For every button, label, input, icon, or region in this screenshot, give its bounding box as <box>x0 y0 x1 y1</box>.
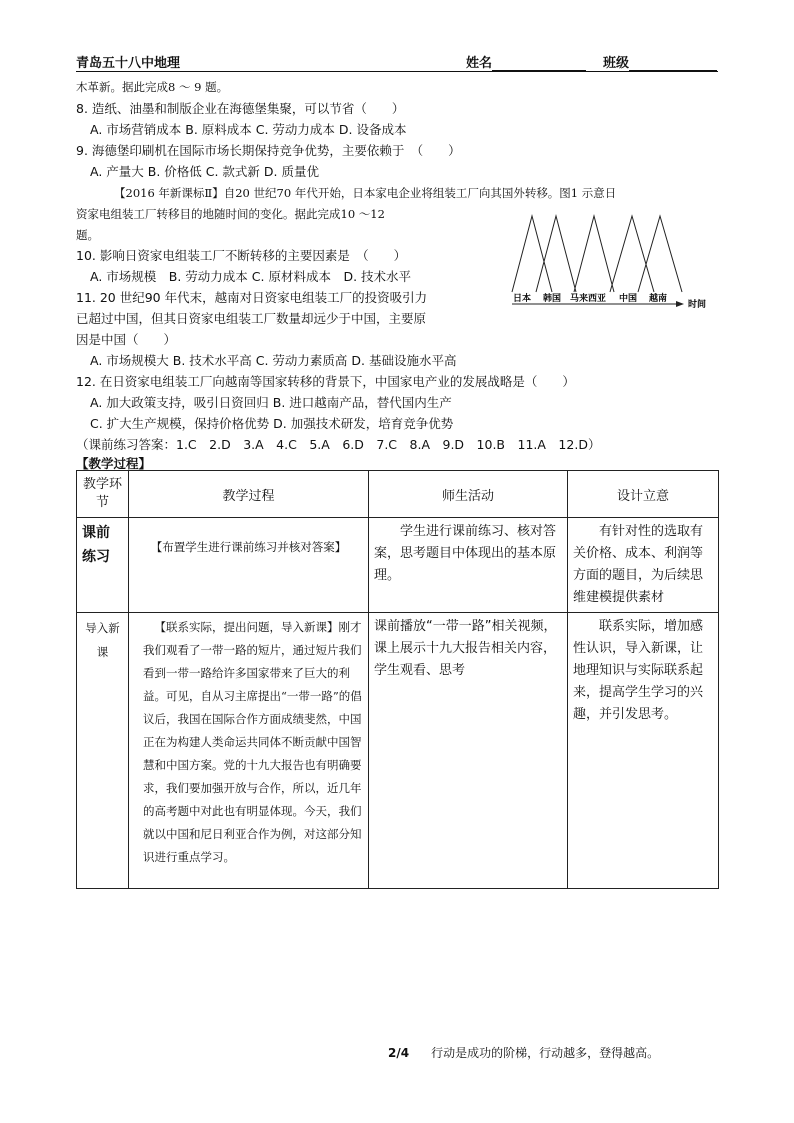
question-12-option-ab: A. 加大政策支持，吸引日资回归 B. 进口越南产品，替代国内生产 <box>90 395 452 410</box>
stage-cell: 课前练习 <box>77 518 129 613</box>
table-header-row <box>77 471 719 518</box>
triangle-malaysia <box>574 216 614 292</box>
column-header-process: 教学过程 <box>129 471 369 518</box>
intent-cell: 联系实际，增加感性认识，导入新课，让地理知识与实际联系起来，提高学生学习的兴趣，并引发思考。 <box>568 613 719 889</box>
triangle-vietnam <box>638 216 682 292</box>
class-label: 班级 <box>603 56 630 71</box>
chart-x-label: 马来西亚 <box>569 294 607 304</box>
name-blank <box>492 57 586 71</box>
school-name: 青岛五十八中地理 <box>76 56 181 71</box>
name-field <box>466 52 586 71</box>
page-header <box>76 52 718 72</box>
question-10: 10. 影响日资家电组装工厂不断转移的主要因素是 （ ） <box>76 248 407 263</box>
column-header-intent: 设计立意 <box>568 471 719 518</box>
chart-x-label: 越南 <box>648 294 668 304</box>
question-8-options: A. 市场营销成本 B. 原料成本 C. 劳动力成本 D. 设备成本 <box>90 122 407 137</box>
footer-motto: 行动是成功的阶梯，行动越多，登得越高。 <box>431 1046 660 1060</box>
time-axis-arrow <box>676 301 684 307</box>
activity-cell: 学生进行课前练习、核对答案，思考题目中体现出的基本原理。 <box>369 518 568 613</box>
time-axis-label: 时间 <box>688 300 707 310</box>
table-row <box>77 613 719 889</box>
class-field <box>603 52 717 71</box>
text-line: 木革新。据此完成8 ～ 9 题。 <box>76 80 229 94</box>
section-title: 【教学过程】 <box>76 456 152 471</box>
triangle-china <box>610 216 654 292</box>
question-9-options: A. 产量大 B. 价格低 C. 款式新 D. 质量优 <box>90 164 319 179</box>
chart-x-label: 韩国 <box>542 294 562 304</box>
header-rule <box>76 71 718 72</box>
question-8: 8. 造纸、油墨和制版企业在海德堡集聚，可以节省（ ） <box>76 101 405 116</box>
question-12-option-cd: C. 扩大生产规模，保持价格优势 D. 加强技术研发，培育竞争优势 <box>90 416 454 431</box>
teaching-process-table <box>76 470 719 889</box>
chart-x-label: 日本 <box>512 294 532 304</box>
relocation-triangles <box>512 216 682 292</box>
chart-x-label: 中国 <box>618 294 638 304</box>
class-blank <box>629 57 717 71</box>
column-header-activity: 师生活动 <box>369 471 568 518</box>
stage-cell: 导入新课 <box>77 613 129 889</box>
question-11-options: A. 市场规模大 B. 技术水平高 C. 劳动力素质高 D. 基础设施水平高 <box>90 353 457 368</box>
answer-key: （课前练习答案：1.C 2.D 3.A 4.C 5.A 6.D 7.C 8.A 9.D 10.B 11.A 12.D） <box>76 437 601 452</box>
intent-cell: 有针对性的选取有关价格、成本、利润等方面的题目，为后续思维建模提供素材 <box>568 518 719 613</box>
question-11-line-3: 因是中国（ ） <box>76 332 177 347</box>
column-header-stage: 教学环节 <box>77 471 129 518</box>
question-12: 12. 在日资家电组装工厂向越南等国家转移的背景下，中国家电产业的发展战略是（ ） <box>76 374 575 389</box>
intro-line-3: 题。 <box>76 228 99 242</box>
relocation-diagram <box>508 214 718 314</box>
question-9: 9. 海德堡印刷机在国际市场长期保持竞争优势，主要依赖于 （ ） <box>76 143 461 158</box>
intro-line-2: 资家电组装工厂转移目的地随时间的变化。据此完成10 ～12 <box>76 207 385 221</box>
question-11-line-2: 已超过中国，但其日资家电组装工厂数量却远少于中国，主要原 <box>76 311 427 326</box>
question-11-line-1: 11. 20 世纪90 年代末，越南对日资家电组装工厂的投资吸引力 <box>76 290 428 305</box>
activity-cell: 课前播放“一带一路”相关视频，课上展示十九大报告相关内容，学生观看、思考 <box>369 613 568 889</box>
process-cell: 【联系实际，提出问题，导入新课】刚才我们观看了一带一路的短片，通过短片我们看到一带一路给许多国家带来了巨大的利益。可见，自从习主席提出“一带一路”的倡议后，我国在国际合作方面成绩斐然，中国正在为构建人类命运共同体不断贡献中国智慧和中国方案。党的十九大报告也有明确要求，我们要加强开放与合作，所以，近几年的高考题中对此也有明显体现。今天，我们就以中国和尼日利亚合作为例，对这部分知识进行重点学习。 <box>129 613 369 889</box>
question-10-options: A. 市场规模 B. 劳动力成本 C. 原材料成本 D. 技术水平 <box>90 269 412 284</box>
page-number: 2/4 <box>388 1046 410 1060</box>
page-footer <box>388 1044 659 1061</box>
process-cell: 【布置学生进行课前练习并核对答案】 <box>129 518 369 613</box>
table-row <box>77 518 719 613</box>
intro-line-1: 【2016 年新课标Ⅱ】自20 世纪70 年代开始，日本家电企业将组装工厂向其国外转移。图1 示意日 <box>114 186 617 200</box>
name-label: 姓名 <box>466 56 493 71</box>
